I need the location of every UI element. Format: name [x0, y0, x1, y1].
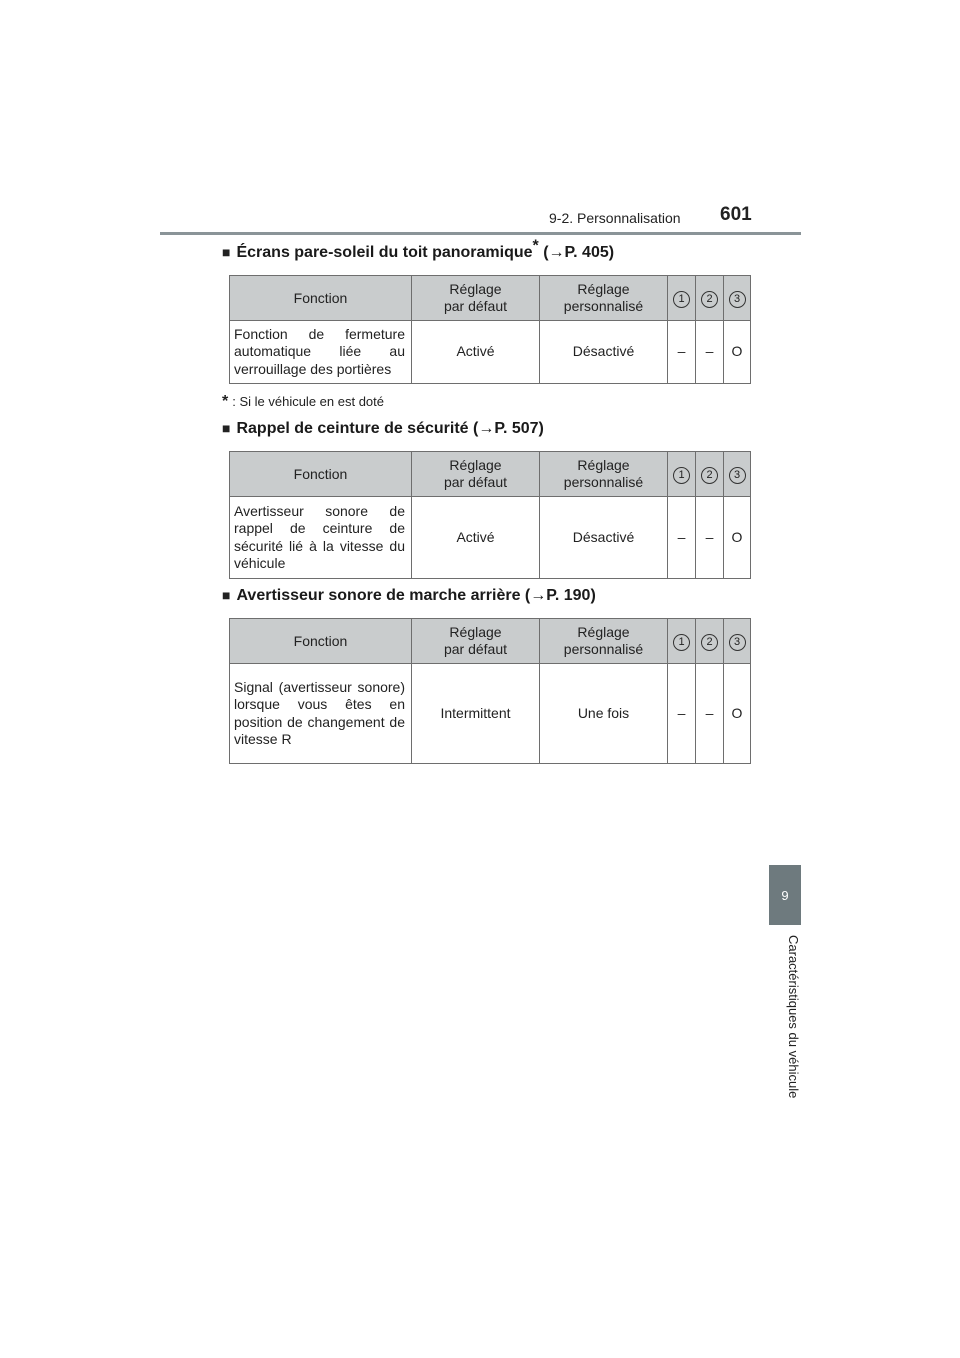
cell-custom: Une fois — [540, 664, 668, 764]
settings-table — [229, 275, 751, 384]
header-divider — [160, 232, 801, 235]
section-title: Écrans pare-soleil du toit panoramique — [236, 244, 533, 261]
cell-method-1: – — [668, 497, 696, 579]
circled-3-icon: 3 — [729, 634, 746, 651]
circled-1-icon: 1 — [673, 634, 690, 651]
cell-method-2: – — [696, 497, 724, 579]
footnote-text: : Si le véhicule en est doté — [232, 394, 384, 409]
circled-2-icon: 2 — [701, 291, 718, 308]
col-header-method-1 — [668, 452, 696, 497]
circled-2-icon: 2 — [701, 634, 718, 651]
cell-default: Activé — [412, 321, 540, 384]
circled-1-icon: 1 — [673, 467, 690, 484]
section-title: Avertisseur sonore de marche arrière — [236, 587, 521, 604]
chapter-tab-label: Caractéristiques du véhicule — [786, 935, 801, 1099]
col-header-method-2 — [696, 619, 724, 664]
section-heading — [222, 587, 596, 605]
page-number: 601 — [720, 204, 752, 225]
cell-default: Intermittent — [412, 664, 540, 764]
table-header-row — [230, 619, 751, 664]
cell-method-2: – — [696, 664, 724, 764]
table-header-row — [230, 452, 751, 497]
running-header-section: 9-2. Personnalisation — [549, 210, 681, 226]
cell-fonction: Fonction de fermeture automatique liée au verrouillage des portières — [230, 321, 412, 384]
col-header-default: Réglage par défaut — [412, 276, 540, 321]
footnote-star: * — [222, 393, 229, 410]
col-header-method-3 — [724, 276, 751, 321]
cell-method-3: O — [724, 497, 751, 579]
col-header-default: Réglage par défaut — [412, 452, 540, 497]
cell-method-3: O — [724, 664, 751, 764]
col-header-method-1 — [668, 276, 696, 321]
col-header-custom: Réglage personnalisé — [540, 276, 668, 321]
circled-1-icon: 1 — [673, 291, 690, 308]
table-row — [230, 664, 751, 764]
cell-default: Activé — [412, 497, 540, 579]
page-reference-link[interactable]: (→P. 507) — [473, 420, 544, 437]
col-header-method-3 — [724, 619, 751, 664]
circled-3-icon: 3 — [729, 467, 746, 484]
square-bullet-icon: ■ — [222, 244, 231, 260]
cell-method-1: – — [668, 321, 696, 384]
col-header-default: Réglage par défaut — [412, 619, 540, 664]
col-header-method-2 — [696, 276, 724, 321]
cell-method-1: – — [668, 664, 696, 764]
cell-custom: Désactivé — [540, 321, 668, 384]
col-header-fonction: Fonction — [230, 452, 412, 497]
settings-table — [229, 618, 751, 764]
page-reference-link[interactable]: (→P. 405) — [543, 244, 615, 261]
col-header-custom: Réglage personnalisé — [540, 619, 668, 664]
chapter-tab[interactable] — [769, 865, 801, 925]
col-header-method-1 — [668, 619, 696, 664]
page-reference-link[interactable]: (→P. 190) — [524, 587, 596, 604]
footnote-star: * — [532, 237, 539, 255]
col-header-fonction: Fonction — [230, 619, 412, 664]
table-row — [230, 497, 751, 579]
col-header-method-2 — [696, 452, 724, 497]
cell-fonction: Avertisseur sonore de rappel de ceinture de sécurité lié à la vitesse du véhicule — [230, 497, 412, 579]
cell-method-3: O — [724, 321, 751, 384]
square-bullet-icon: ■ — [222, 587, 231, 603]
section-heading — [222, 237, 615, 262]
cell-custom: Désactivé — [540, 497, 668, 579]
col-header-method-3 — [724, 452, 751, 497]
footnote — [222, 393, 384, 411]
chapter-tab-number: 9 — [781, 887, 789, 903]
cell-method-2: – — [696, 321, 724, 384]
section-title: Rappel de ceinture de sécurité — [236, 420, 469, 437]
section-heading — [222, 420, 544, 438]
circled-2-icon: 2 — [701, 467, 718, 484]
circled-3-icon: 3 — [729, 291, 746, 308]
col-header-custom: Réglage personnalisé — [540, 452, 668, 497]
table-row — [230, 321, 751, 384]
square-bullet-icon: ■ — [222, 420, 231, 436]
settings-table — [229, 451, 751, 579]
cell-fonction: Signal (avertisseur sonore) lorsque vous êtes en position de changement de vitesse R — [230, 664, 412, 764]
col-header-fonction: Fonction — [230, 276, 412, 321]
table-header-row — [230, 276, 751, 321]
